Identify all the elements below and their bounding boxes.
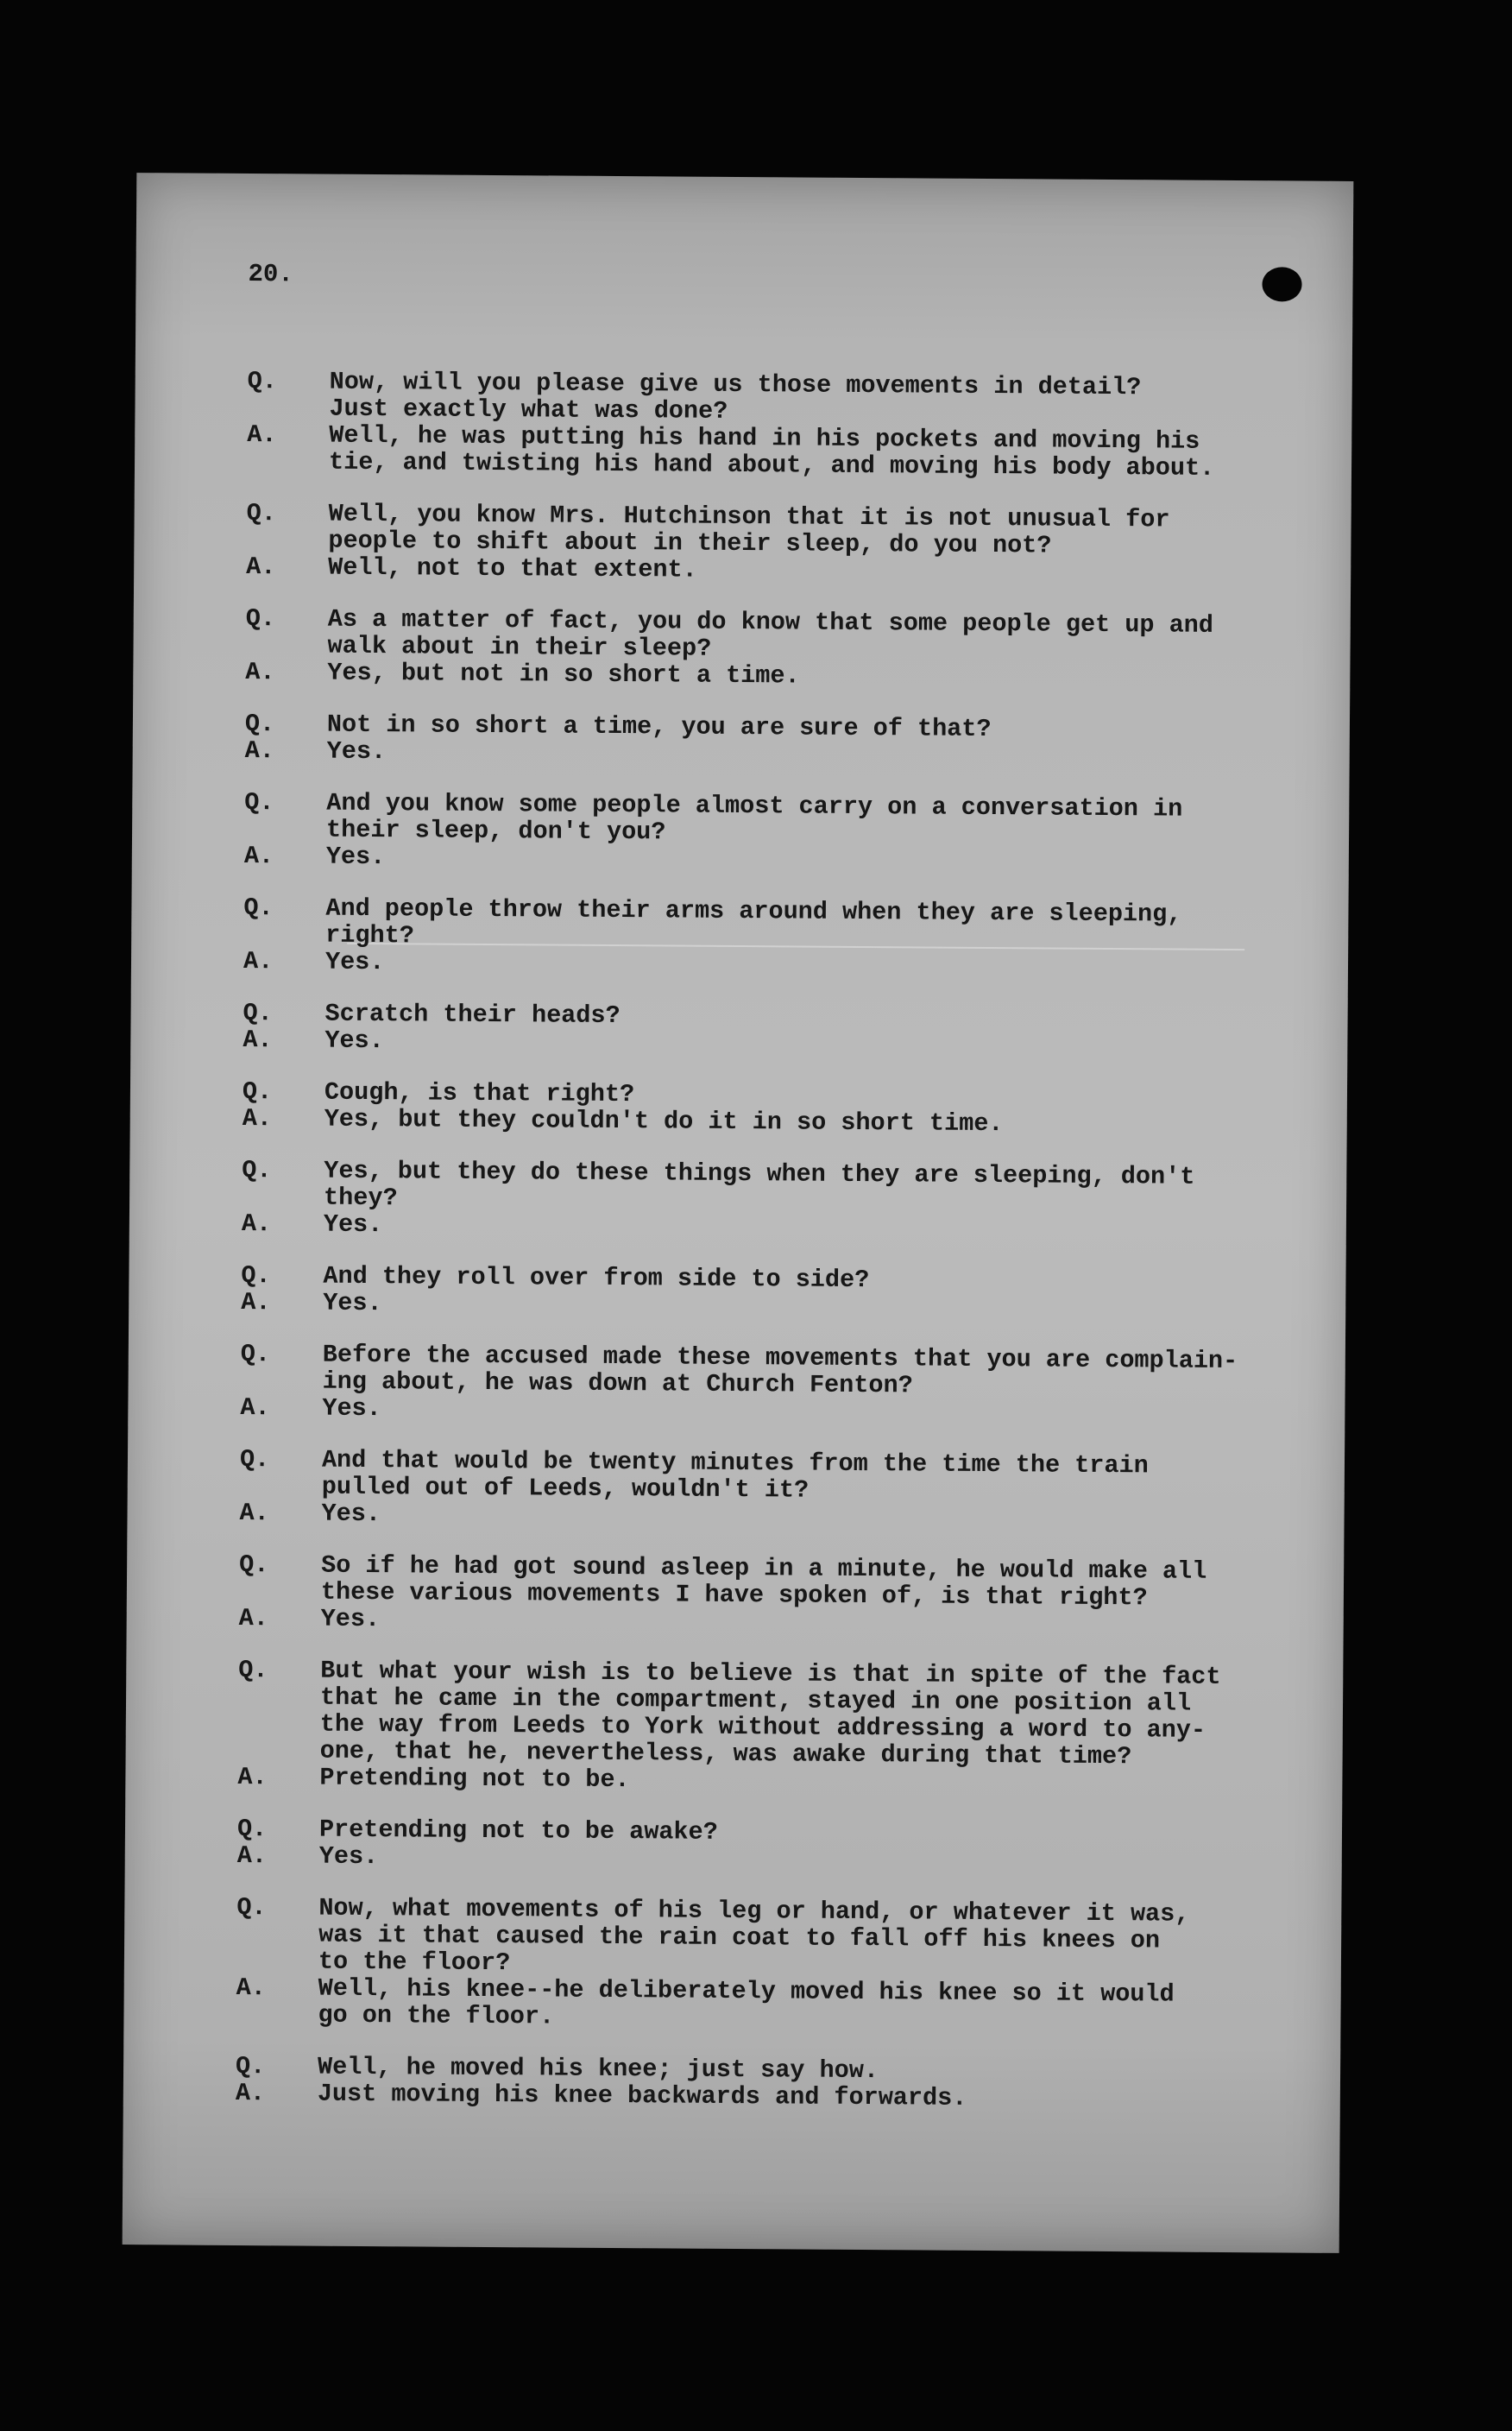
line-text: So if he had got sound asleep in a minute, he would make all [321, 1550, 1207, 1586]
line-text: Yes. [321, 1499, 381, 1529]
speaker-label: A. [243, 946, 274, 976]
speaker-label: Q. [243, 893, 274, 923]
line-text: Yes. [324, 1026, 384, 1056]
line-text: that he came in the compartment, stayed in one position all [319, 1683, 1192, 1718]
line-text: Yes, but not in so short a time. [327, 658, 800, 691]
speaker-label: A. [243, 1025, 273, 1055]
speaker-label: A. [242, 1103, 273, 1133]
speaker-label [240, 1473, 322, 1500]
speaker-label [238, 1683, 320, 1711]
line-text: Just moving his knee backwards and forwards. [317, 2079, 967, 2112]
line-text: Yes. [320, 1604, 381, 1634]
speaker-label: A. [241, 1287, 271, 1317]
line-text: Yes. [323, 1288, 382, 1318]
qa-exchange [243, 894, 1306, 982]
speaker-label: Q. [247, 367, 278, 396]
line-text: Yes. [322, 1393, 381, 1424]
speaker-label: Q. [244, 709, 275, 739]
line-text: Yes, but they couldn't do it in so short time. [324, 1104, 1004, 1139]
speaker-label [238, 1737, 320, 1765]
speaker-label: A. [244, 736, 275, 766]
line-text: Well, he moved his knee; just say how. [317, 2052, 879, 2086]
speaker-label [241, 1367, 323, 1395]
speaker-label [236, 2001, 318, 2029]
line-text: Now, will you please give us those movements in detail? [329, 367, 1142, 402]
line-text: Well, he was putting his hand in his pockets and moving his [329, 420, 1200, 456]
transcript-body [236, 368, 1309, 2139]
speaker-label: Q. [239, 1550, 269, 1580]
line-text: right? [325, 920, 414, 950]
line-text: Yes. [324, 947, 385, 977]
line-text: Yes. [323, 1209, 383, 1240]
qa-exchange [239, 1446, 1301, 1534]
speaker-label: A. [243, 841, 274, 871]
line-text: their sleep, don't you? [325, 815, 666, 847]
speaker-label: Q. [235, 2051, 266, 2081]
speaker-label [239, 1578, 321, 1606]
speaker-label: Q. [239, 1444, 270, 1474]
line-text: Cough, is that right? [324, 1077, 635, 1109]
line-text: Yes. [325, 842, 386, 872]
line-text: go on the floor. [318, 2000, 555, 2031]
line-text: walk about in their sleep? [327, 631, 712, 663]
qa-exchange [244, 789, 1307, 877]
speaker-label: A. [236, 1841, 268, 1871]
speaker-label: A. [237, 1762, 268, 1792]
line-text: Yes, but they do these things when they are sleeping, don't [324, 1156, 1195, 1191]
qa-exchange [247, 368, 1309, 483]
speaker-label [236, 1948, 318, 1975]
speaker-label [242, 1184, 324, 1211]
line-text: Well, not to that extent. [328, 552, 697, 584]
line-text: And that would be twenty minutes from the time the train [321, 1445, 1149, 1481]
speaker-label: A. [238, 1603, 269, 1633]
qa-exchange [245, 710, 1307, 772]
qa-exchange [239, 1551, 1301, 1639]
speaker-label: A. [239, 1498, 269, 1528]
line-text: Pretending not to be awake? [318, 1815, 718, 1847]
speaker-label: Q. [236, 1892, 267, 1923]
speaker-label: A. [240, 1392, 270, 1423]
typed-page [123, 173, 1354, 2253]
line-text: these various movements I have spoken of, is that right? [320, 1577, 1148, 1613]
speaker-label: A. [246, 552, 276, 582]
speaker-label: A. [247, 420, 277, 450]
qa-exchange [237, 1815, 1299, 1877]
speaker-label: Q. [242, 1077, 273, 1107]
qa-exchange [236, 2053, 1297, 2114]
line-text: Yes. [326, 736, 387, 767]
punch-hole-mark [1262, 267, 1301, 301]
speaker-label: Q. [241, 1260, 271, 1291]
line-text: And you know some people almost carry on a conversation in [326, 788, 1183, 824]
speaker-label: Q. [245, 604, 276, 634]
line-text: Before the accused made these movements that you are complain- [322, 1340, 1238, 1376]
qa-exchange [240, 1341, 1302, 1429]
line-text: they? [323, 1183, 398, 1213]
line-text: one, that he, nevertheless, was awake during that time? [319, 1736, 1132, 1771]
page-number: 20. [248, 260, 293, 289]
line-text: As a matter of fact, you do know that some people get up and [327, 604, 1214, 640]
speaker-label [244, 816, 326, 843]
line-text: pulled out of Leeds, wouldn't it? [321, 1472, 810, 1505]
qa-exchange [243, 1078, 1304, 1140]
speaker-label: A. [236, 1973, 267, 2003]
line-text: people to shift about in their sleep, do you not? [328, 526, 1052, 560]
line-text: Now, what movements of his leg or hand, or whatever it was, [318, 1893, 1190, 1929]
line-text: But what your wish is to believe is that in spite of the fact [320, 1656, 1221, 1691]
line-text: Just exactly what was done? [329, 394, 728, 426]
speaker-label: Q. [236, 1814, 268, 1844]
speaker-label: Q. [246, 499, 276, 528]
transcript-line [247, 448, 1308, 483]
speaker-label [243, 921, 325, 949]
speaker-label: A. [245, 658, 275, 687]
speaker-label [236, 1921, 318, 1948]
line-text: Scratch their heads? [324, 999, 621, 1031]
speaker-label: A. [241, 1209, 272, 1239]
speaker-label: Q. [242, 1155, 272, 1185]
line-text: was it that caused the rain coat to fall off his knees on [318, 1920, 1161, 1955]
qa-exchange [243, 1000, 1304, 1061]
qa-exchange [241, 1262, 1302, 1323]
line-text: Not in so short a time, you are sure of that? [326, 710, 992, 744]
qa-exchange [237, 1657, 1300, 1798]
speaker-label [247, 395, 329, 422]
line-text: to the floor? [318, 1947, 511, 1978]
line-text: the way from Leeds to York without addressing a word to any- [319, 1709, 1206, 1745]
line-text: tie, and twisting his hand about, and moving his body about. [328, 447, 1215, 483]
qa-exchange [236, 1894, 1298, 2036]
qa-exchange [242, 1157, 1304, 1245]
line-text: ing about, he was down at Church Fenton? [322, 1367, 913, 1400]
line-text: Well, his knee--he deliberately moved his knee so it would [318, 1973, 1175, 2009]
speaker-label [246, 527, 328, 554]
qa-exchange [245, 605, 1307, 693]
speaker-label: Q. [244, 787, 274, 818]
line-text: And people throw their arms around when they are sleeping, [325, 893, 1182, 929]
speaker-label [238, 1710, 320, 1738]
speaker-label [245, 632, 327, 660]
speaker-label: A. [235, 2078, 266, 2108]
speaker-label [247, 448, 329, 476]
speaker-label: Q. [238, 1655, 268, 1685]
qa-exchange [246, 500, 1308, 588]
line-text: Yes. [318, 1841, 379, 1872]
speaker-label: Q. [240, 1339, 271, 1369]
line-text: Pretending not to be. [319, 1763, 630, 1795]
line-text: Well, you know Mrs. Hutchinson that it is not unusual for [328, 499, 1170, 534]
speaker-label: Q. [243, 998, 273, 1028]
line-text: And they roll over from side to side? [323, 1261, 870, 1295]
